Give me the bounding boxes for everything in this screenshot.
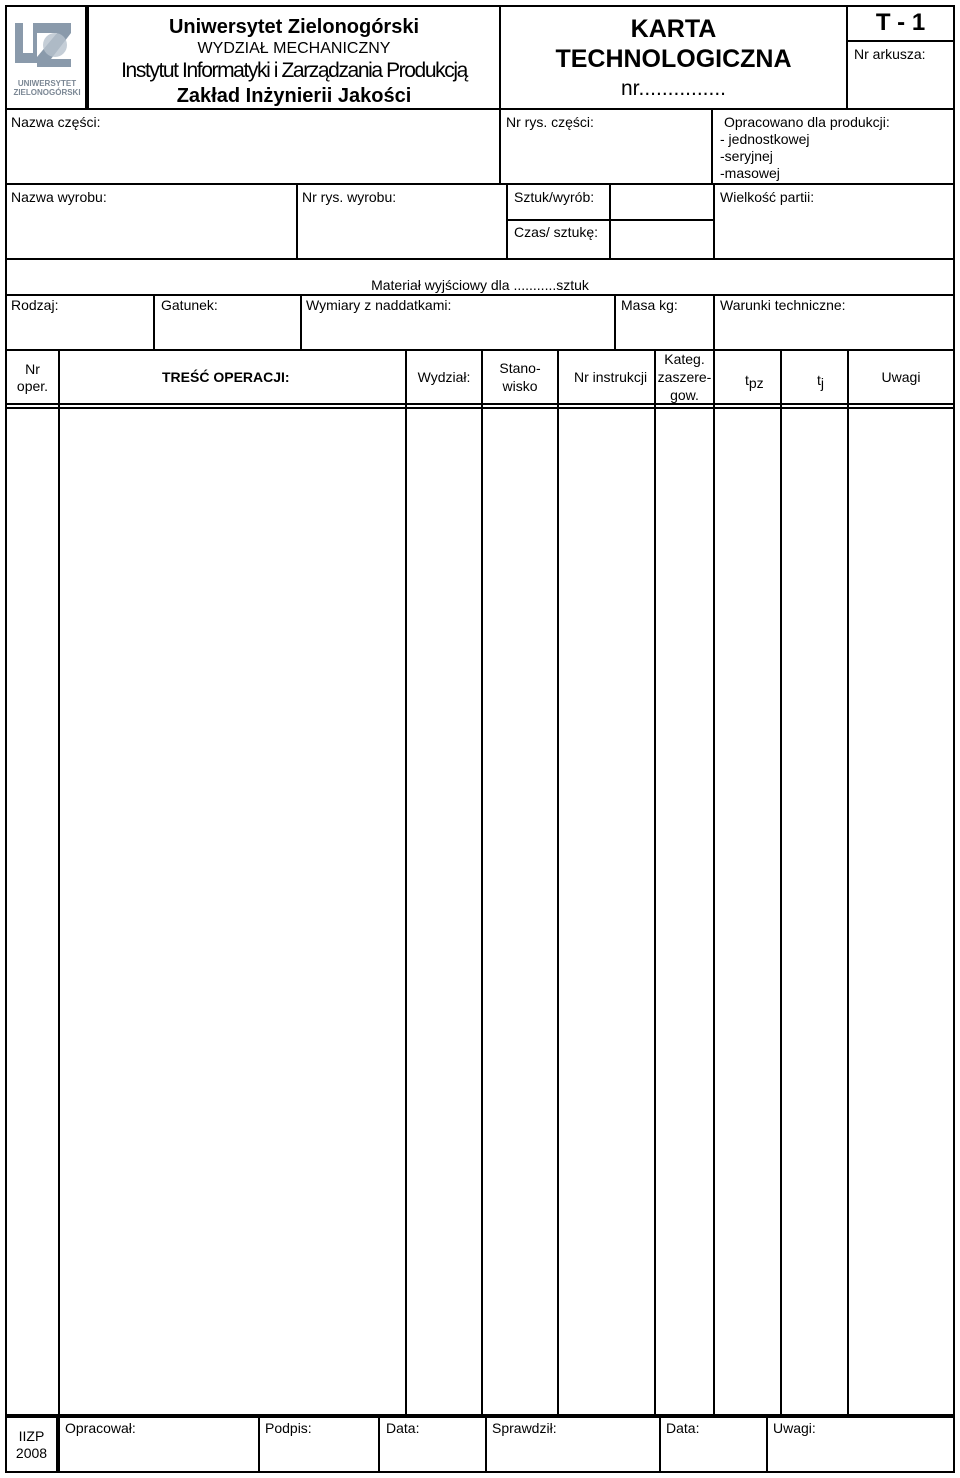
- part-drawing-label: Nr rys. części:: [506, 114, 594, 130]
- col-tj-label: [817, 372, 824, 389]
- production-option-single: - jednostkowej: [720, 131, 810, 147]
- production-option-serial: -seryjnej: [720, 148, 773, 164]
- footer-date-2: Data:: [666, 1420, 700, 1436]
- sheet-number-label: Nr arkusza:: [854, 46, 926, 62]
- logo-box: [5, 5, 87, 110]
- col-category-label-2: zaszere-: [657, 369, 712, 385]
- card-code: T - 1: [875, 9, 926, 36]
- footer-divider-1: [258, 1418, 260, 1471]
- col-category-label-1: Kateg.: [664, 351, 705, 367]
- part-divider-1: [499, 110, 501, 185]
- footer-divider-2: [378, 1418, 380, 1471]
- material-divider-2: [300, 295, 302, 350]
- col-divider-5: [654, 351, 656, 1415]
- material-title: Materiał wyjściowy dla ...........sztuk: [371, 277, 589, 293]
- production-option-mass: -masowej: [720, 165, 780, 181]
- col-divider-8: [847, 351, 849, 1415]
- col-tpz-sub: pz: [748, 375, 764, 391]
- product-drawing-label: Nr rys. wyrobu:: [302, 189, 397, 205]
- pieces-per-product-label: Sztuk/wyrób:: [514, 189, 595, 205]
- col-nr-label-2: oper.: [16, 378, 49, 394]
- material-dimensions-label: Wymiary z naddatkami:: [306, 297, 452, 313]
- col-divider-4: [557, 351, 559, 1415]
- material-conditions-label: Warunki techniczne:: [720, 297, 846, 313]
- footer-date-1: Data:: [386, 1420, 420, 1436]
- part-divider-2: [711, 110, 713, 185]
- operations-header-rule-2: [7, 407, 953, 409]
- col-notes-label: Uwagi: [881, 369, 921, 385]
- footer-signature: Podpis:: [265, 1420, 312, 1436]
- batch-size-label: Wielkość partii:: [720, 189, 815, 205]
- col-station-label-1: Stano-: [499, 360, 541, 376]
- code-divider: [848, 40, 953, 42]
- operations-header-rule-1: [7, 403, 953, 405]
- logo-text-1: UNIWERSYTET: [17, 79, 77, 88]
- col-tj-sub: j: [820, 375, 825, 391]
- product-divider-2: [506, 185, 508, 258]
- material-grade-label: Gatunek:: [161, 297, 218, 313]
- footer-divider-4: [659, 1418, 661, 1471]
- col-tpz-label: [745, 372, 764, 389]
- department-name: Zakład Inżynierii Jakości: [176, 85, 412, 107]
- product-divider-4: [713, 185, 715, 258]
- material-divider-4: [713, 295, 715, 350]
- col-divider-6: [713, 351, 715, 1415]
- university-name: Uniwersytet Zielonogórski: [168, 16, 420, 38]
- footer-divider-3: [485, 1418, 487, 1471]
- operations-table: [5, 349, 955, 1416]
- part-name-label: Nazwa części:: [11, 114, 101, 130]
- product-divider-3: [609, 185, 611, 258]
- material-divider: [7, 294, 953, 296]
- footer-divider-5: [766, 1418, 768, 1471]
- footer-checked-by: Sprawdził:: [492, 1420, 557, 1436]
- material-divider-1: [153, 295, 155, 350]
- university-logo-icon: [11, 19, 83, 81]
- col-tj-main: t: [817, 372, 821, 388]
- col-divider-1: [58, 351, 60, 1415]
- footer-year: 2008: [15, 1445, 48, 1461]
- col-department-label: Wydział:: [417, 369, 471, 385]
- footer-code: IIZP: [18, 1428, 45, 1444]
- col-category-label-3: gow.: [670, 387, 699, 403]
- col-nr-label-1: Nr: [25, 361, 40, 377]
- card-number: nr...............: [620, 77, 727, 100]
- col-instruction-label: Nr instrukcji: [574, 369, 648, 385]
- time-per-piece-label: Czas/ sztukę:: [514, 224, 599, 240]
- material-mass-label: Masa kg:: [621, 297, 678, 313]
- col-divider-3: [481, 351, 483, 1415]
- product-divider-1: [296, 185, 298, 258]
- col-station-label-2: wisko: [502, 378, 538, 394]
- col-divider-2: [405, 351, 407, 1415]
- material-kind-label: Rodzaj:: [11, 297, 59, 313]
- footer-notes: Uwagi:: [773, 1420, 816, 1436]
- production-label: Opracowano dla produkcji:: [724, 114, 890, 130]
- card-title-line2: TECHNOLOGICZNA: [555, 45, 792, 73]
- institute-name: Instytut Informatyki i Zarządzania Produkcją: [121, 59, 467, 82]
- product-mid-divider: [507, 219, 714, 221]
- footer-prepared-by: Opracował:: [65, 1420, 136, 1436]
- faculty-name: WYDZIAŁ MECHANICZNY: [197, 40, 391, 57]
- card-title-line1: KARTA: [630, 15, 717, 43]
- logo-text-2: ZIELONOGÓRSKI: [13, 88, 81, 97]
- col-divider-7: [780, 351, 782, 1415]
- col-content-label: TREŚĆ OPERACJI:: [162, 369, 290, 385]
- col-tpz-main: t: [745, 372, 749, 388]
- material-divider-3: [614, 295, 616, 350]
- product-name-label: Nazwa wyrobu:: [11, 189, 107, 205]
